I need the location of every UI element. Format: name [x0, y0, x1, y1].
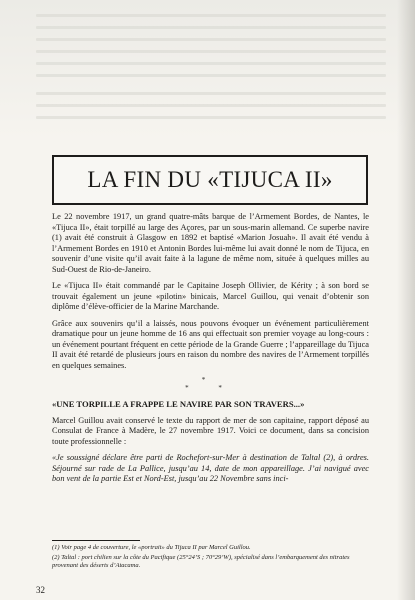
paragraph-2: Le «Tijuca II» était commandé par le Capitaine Joseph Ollivier, de Kérity ; à son bord se trouvait également un jeune «pilotin» binicais, Marcel Guillou, qui venait d’obtenir son diplôme d’élève-officier de la Marine Marchande. [52, 281, 369, 311]
chapter-title-box [52, 155, 368, 205]
footnote-1: (1) Voir page 4 de couverture, le «portrait» du Tijuca II par Marcel Guillou. [52, 544, 251, 551]
page-number: 32 [36, 585, 45, 595]
section-separator [52, 377, 369, 393]
paragraph-3: Grâce aux souvenirs qu’il a laissés, nous pouvons évoquer un événement particulièrement dramatique pour un jeune homme de 16 ans qui effectuait son premier voyage au long-cours : un événement pourtant fréquent en cette période de la Grande Guerre ; l’appareillage du Tijuca II avait été retardé de plusieurs jours en raison du nombre des navires de l’Armement torpillés en quelques semaines. [52, 318, 369, 370]
chapter-title: LA FIN DU «TIJUCA II» [87, 167, 333, 192]
paragraph-1: Le 22 novembre 1917, un grand quatre-mâts barque de l’Armement Bordes, de Nantes, le «Tijuca II», était torpillé au large des Açores, par un sous-marin allemand. Ce superbe navire (1) avait été construit à Glasgow en 1892 et baptisé «Marion Josuah». Il avait été vendu à l’Armement Bordes en 1910 et Antonin Bordes lui-même lui avait donné le nom de Tijuca, en souvenir d’une visite qu’il avait faite à la lagune de même nom, située à quelques milles au Sud-Ouest de Rio-de-Janeiro. [52, 212, 369, 274]
separator-star: * [185, 384, 203, 392]
paragraph-4: Marcel Guillou avait conservé le texte du rapport de mer de son capitaine, rapport déposé au Consulat de France à Madère, le 27 novembre 1917. Voici ce document, dans sa concision toute professionnelle : [52, 415, 369, 446]
footnotes [52, 544, 369, 573]
footnote-2: (2) Taltal : port chilien sur la côte du Pacifique (25°24’S ; 70°29’W), spécialisé dans l’embarquement des nitrates provenant des déserts d’Atacama. [52, 554, 350, 570]
section-subtitle: «UNE TORPILLE A FRAPPE LE NAVIRE PAR SON TRAVERS...» [52, 399, 305, 409]
report-quote: «Je soussigné déclare être parti de Rochefort-sur-Mer à destination de Taltal (2), à ordres. Séjourné sur rade de La Pallice, jusqu’au 14, date de mon appareillage. J’ai navigué avec bon vent de la partie Est et Nord-Est, jusqu’au 22 Novembre sans inci- [52, 453, 369, 483]
separator-star: * [201, 376, 220, 384]
show-through-text-area [0, 0, 415, 140]
article-body [52, 212, 369, 491]
binding-shadow [397, 0, 415, 600]
separator-star: * [218, 384, 236, 392]
footnote-rule [52, 540, 140, 541]
